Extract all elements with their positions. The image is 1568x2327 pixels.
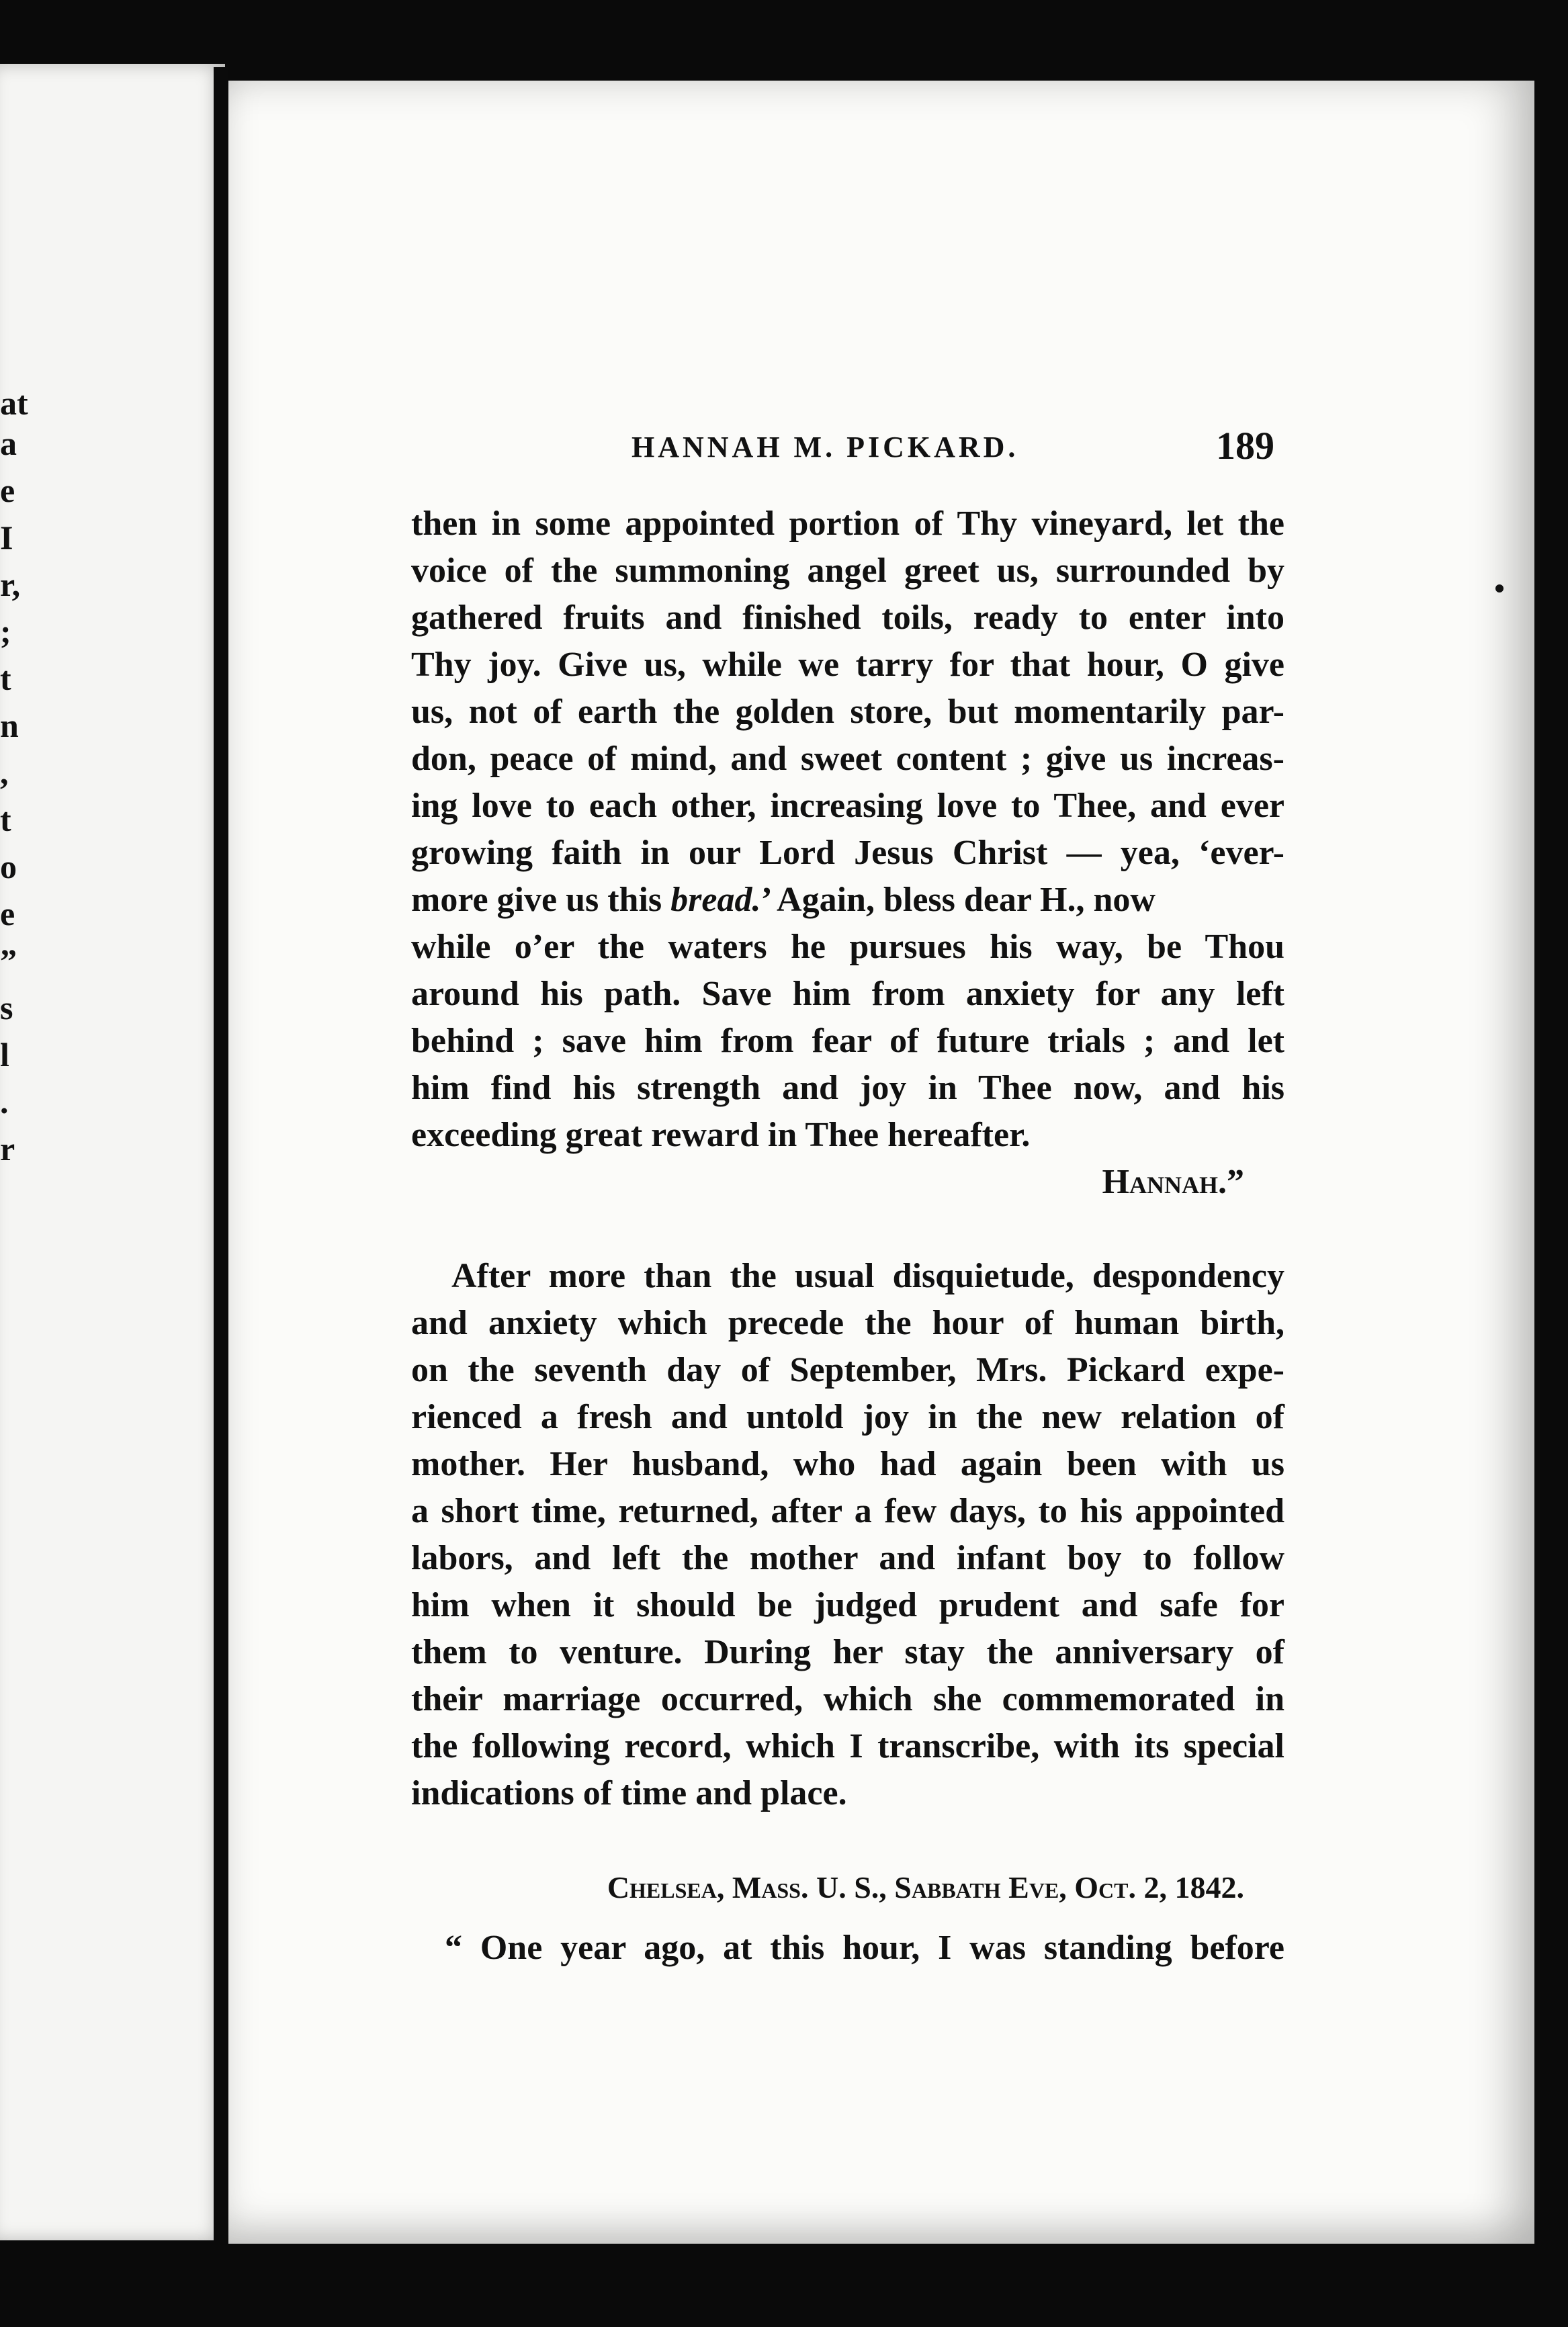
narrative-line: labors, and left the mother and infant boy to follow <box>411 1539 1284 1577</box>
letter-line: don, peace of mind, and sweet content ; give us increas- <box>411 740 1284 778</box>
narrative-line: and anxiety which precede the hour of human birth, <box>411 1304 1284 1342</box>
letter-line: around his path. Save him from anxiety for any left <box>411 975 1284 1013</box>
narrative-line: on the seventh day of September, Mrs. Pickard expe- <box>411 1351 1284 1389</box>
left-page-fragment: t <box>0 801 11 838</box>
left-page-fragment: I <box>0 519 13 556</box>
narrative-line: After more than the usual disquietude, despondency <box>451 1257 1284 1295</box>
narrative-line: a short time, returned, after a few days, to his appointed <box>411 1492 1284 1530</box>
running-head-title: HANNAH M. PICKARD. <box>631 431 1019 464</box>
letter-signature: Hannah.” <box>1102 1163 1244 1201</box>
left-page-fragment: e <box>0 895 15 932</box>
letter-line-part: ’ Again, bless dear H., now <box>760 881 1156 919</box>
page-number: 189 <box>1216 424 1274 468</box>
letter-line-part: more give us this <box>411 881 662 919</box>
narrative-line: him when it should be judged prudent and safe for <box>411 1586 1284 1624</box>
left-page-fragment: , <box>0 754 9 791</box>
book-page <box>228 81 1534 2244</box>
left-page-fragment: e <box>0 472 15 509</box>
left-page-fragment: s <box>0 989 13 1026</box>
letter-line: him find his strength and joy in Thee now, and his <box>411 1069 1284 1107</box>
left-page-fragment: ; <box>0 613 11 650</box>
letter-line: growing faith in our Lord Jesus Christ — yea, ‘ever- <box>411 834 1284 872</box>
letter-line: Thy joy. Give us, while we tarry for that hour, O give <box>411 646 1284 684</box>
letter-line: gathered fruits and finished toils, ready to enter into <box>411 599 1284 637</box>
narrative-line: the following record, which I transcribe, with its special <box>411 1727 1284 1765</box>
left-page-fragment: at <box>0 384 28 422</box>
letter-opening-line: “ One year ago, at this hour, I was standing before <box>445 1929 1284 1967</box>
narrative-line: indications of time and place. <box>411 1774 847 1812</box>
left-page-fragment: t <box>0 660 11 697</box>
left-page-fragment: ” <box>0 942 17 979</box>
book-gutter <box>214 67 228 2240</box>
left-page-fragment: . <box>0 1083 9 1121</box>
narrative-line: mother. Her husband, who had again been with us <box>411 1445 1284 1483</box>
letter-line: voice of the summoning angel greet us, surrounded by <box>411 552 1284 590</box>
letter-line: while o’er the waters he pursues his way, be Thou <box>411 928 1284 966</box>
ink-speck <box>1495 584 1504 592</box>
letter-line: us, not of earth the golden store, but momentarily par- <box>411 693 1284 731</box>
page-body <box>411 81 1284 2244</box>
letter-italic-word: bread. <box>670 881 761 919</box>
letter-dateline: Chelsea, Mass. U. S., Sabbath Eve, Oct. 2, 1842. <box>607 1870 1244 1904</box>
narrative-line: them to venture. During her stay the anniversary of <box>411 1633 1284 1671</box>
previous-page-edge <box>0 64 225 2240</box>
letter-line: behind ; save him from fear of future trials ; and let <box>411 1022 1284 1060</box>
narrative-line: rienced a fresh and untold joy in the new relation of <box>411 1398 1284 1436</box>
letter-line-mixed <box>411 879 1284 922</box>
narrative-line: their marriage occurred, which she commemorated in <box>411 1680 1284 1718</box>
left-page-fragment: a <box>0 425 17 462</box>
left-page-fragment: l <box>0 1036 9 1073</box>
letter-line: ing love to each other, increasing love to Thee, and ever <box>411 787 1284 825</box>
letter-line: then in some appointed portion of Thy vineyard, let the <box>411 504 1284 543</box>
left-page-fragment: r, <box>0 566 21 603</box>
letter-line: exceeding great reward in Thee hereafter. <box>411 1116 1031 1154</box>
left-page-fragment: o <box>0 848 17 885</box>
left-page-fragment: n <box>0 707 19 744</box>
left-page-fragment: r <box>0 1130 15 1168</box>
